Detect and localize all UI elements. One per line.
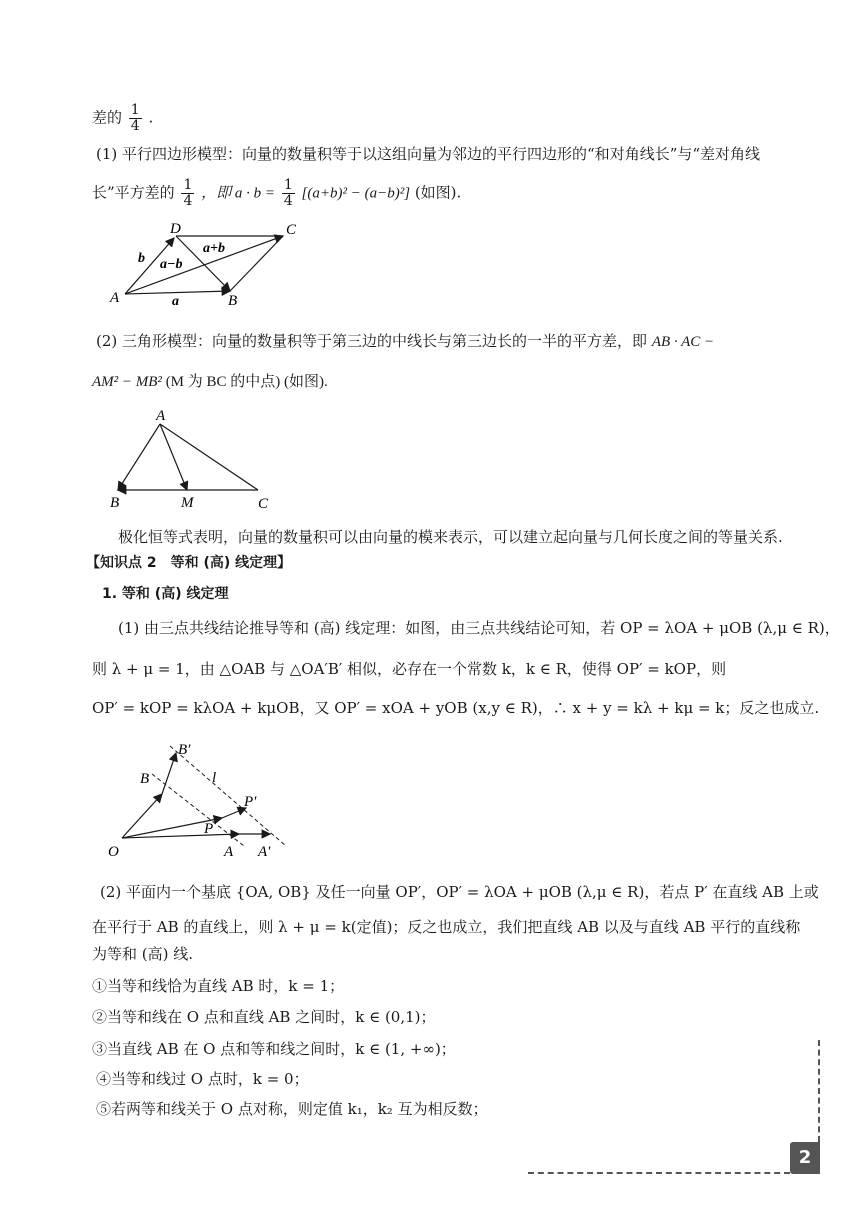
list-item: ②当等和线在 O 点和直线 AB 之间时，k ∈ (0,1)；	[92, 1008, 436, 1026]
fig3-label-A-prime: A′	[258, 844, 271, 860]
para1-fraction-1: $\frac{1}{4}$	[183, 177, 193, 209]
list-item: ⑤若两等和线关于 O 点对称，则定值 k₁，k₂ 互为相反数；	[96, 1100, 488, 1118]
fig2-label-C: C	[258, 496, 269, 512]
section-subtitle: 1. 等和 (高) 线定理	[102, 586, 229, 602]
para1-line2: 长”平方差的 $\frac{1}{4}$ ，即 a · b = $\frac{1}{4}$ [(a+b)² − (a−b)²] (如图).	[92, 177, 462, 209]
fig3-label-A: A	[224, 844, 234, 860]
list-item: ④当等和线过 O 点时，k = 0；	[96, 1070, 309, 1088]
intro-line: 差的 $\frac{1}{4}$ .	[92, 102, 154, 134]
para1-fraction-2: $\frac{1}{4}$	[283, 177, 293, 209]
fig3-label-l: l	[212, 770, 217, 786]
fig1-label-D: D	[170, 221, 181, 237]
para4-line1: (2) 平面内一个基底 {OA, OB} 及任一向量 OP′，OP′ = λOA + μOB (λ,μ ∈ R)，若点 P′ 在直线 AB 上或	[100, 883, 819, 901]
fig2-label-M: M	[181, 495, 194, 511]
para2-line1: (2) 三角形模型：向量的数量积等于第三边的中线长与第三边长的一半的平方差，即 AB · AC −	[96, 332, 715, 350]
fig1-label-B: B	[228, 293, 238, 309]
page-number: 2	[790, 1142, 820, 1174]
page-border-vertical	[818, 1040, 820, 1142]
list-item: ①当等和线恰为直线 AB 时，k = 1；	[92, 977, 345, 995]
para1-line1: (1) 平行四边形模型：向量的数量积等于以这组向量为邻边的平行四边形的“和对角线长”与“差对角线	[96, 145, 761, 163]
fig1-label-diff: a−b	[160, 257, 183, 272]
triangle-figure	[108, 404, 276, 514]
para4-line3: 为等和 (高) 线.	[92, 945, 194, 963]
fig1-label-A: A	[110, 290, 120, 306]
para1-formula-bracket: [(a+b)² − (a−b)²]	[301, 185, 411, 202]
fig3-label-P-prime: P′	[244, 794, 257, 810]
para2-line2: AM² − MB² (M 为 BC 的中点) (如图).	[92, 374, 328, 390]
intro-fraction: $\frac{1}{4}$	[130, 102, 140, 134]
para4-line2: 在平行于 AB 的直线上，则 λ + μ = k(定值)；反之也成立，我们把直线 AB 以及与直线 AB 平行的直线称	[92, 918, 801, 936]
para3-line2: 则 λ + μ = 1，由 △OAB 与 △OA′B′ 相似，必存在一个常数 k，k ∈ R，使得 OP′ = kOP，则	[92, 660, 727, 678]
fig3-label-B: B	[140, 771, 150, 787]
parallelogram-figure	[108, 218, 308, 310]
list-item: ③当直线 AB 在 O 点和等和线之间时，k ∈ (1, +∞)；	[92, 1040, 456, 1058]
para1-formula-mid: ，即 a · b =	[201, 185, 276, 202]
intro-prefix: 差的	[92, 108, 123, 127]
para3-line1: (1) 由三点共线结论推导等和 (高) 线定理：如图，由三点共线结论可知，若 OP = λOA + μOB (λ,μ ∈ R)，	[118, 619, 840, 637]
page-border-horizontal	[528, 1172, 790, 1174]
equal-sum-line-figure	[104, 738, 304, 864]
fig3-label-B-prime: B′	[178, 742, 191, 758]
fig3-label-P: P	[204, 821, 214, 837]
fig3-label-O: O	[108, 844, 119, 860]
summary-text: 极化恒等式表明，向量的数量积可以由向量的模来表示，可以建立起向量与几何长度之间的等量关系.	[118, 528, 783, 546]
fig1-label-C: C	[286, 222, 297, 238]
fig1-label-a: a	[172, 294, 179, 309]
fig1-label-b: b	[138, 251, 145, 266]
fig2-label-B: B	[110, 495, 120, 511]
para3-line3: OP′ = kOP = kλOA + kμOB，又 OP′ = xOA + yOB (x,y ∈ R)，∴ x + y = kλ + kμ = k；反之也成立.	[92, 699, 820, 717]
fig2-label-A: A	[156, 408, 166, 424]
section-title: 【知识点 2 等和 (高) 线定理】	[86, 555, 292, 571]
fig1-label-sum: a+b	[203, 241, 225, 256]
